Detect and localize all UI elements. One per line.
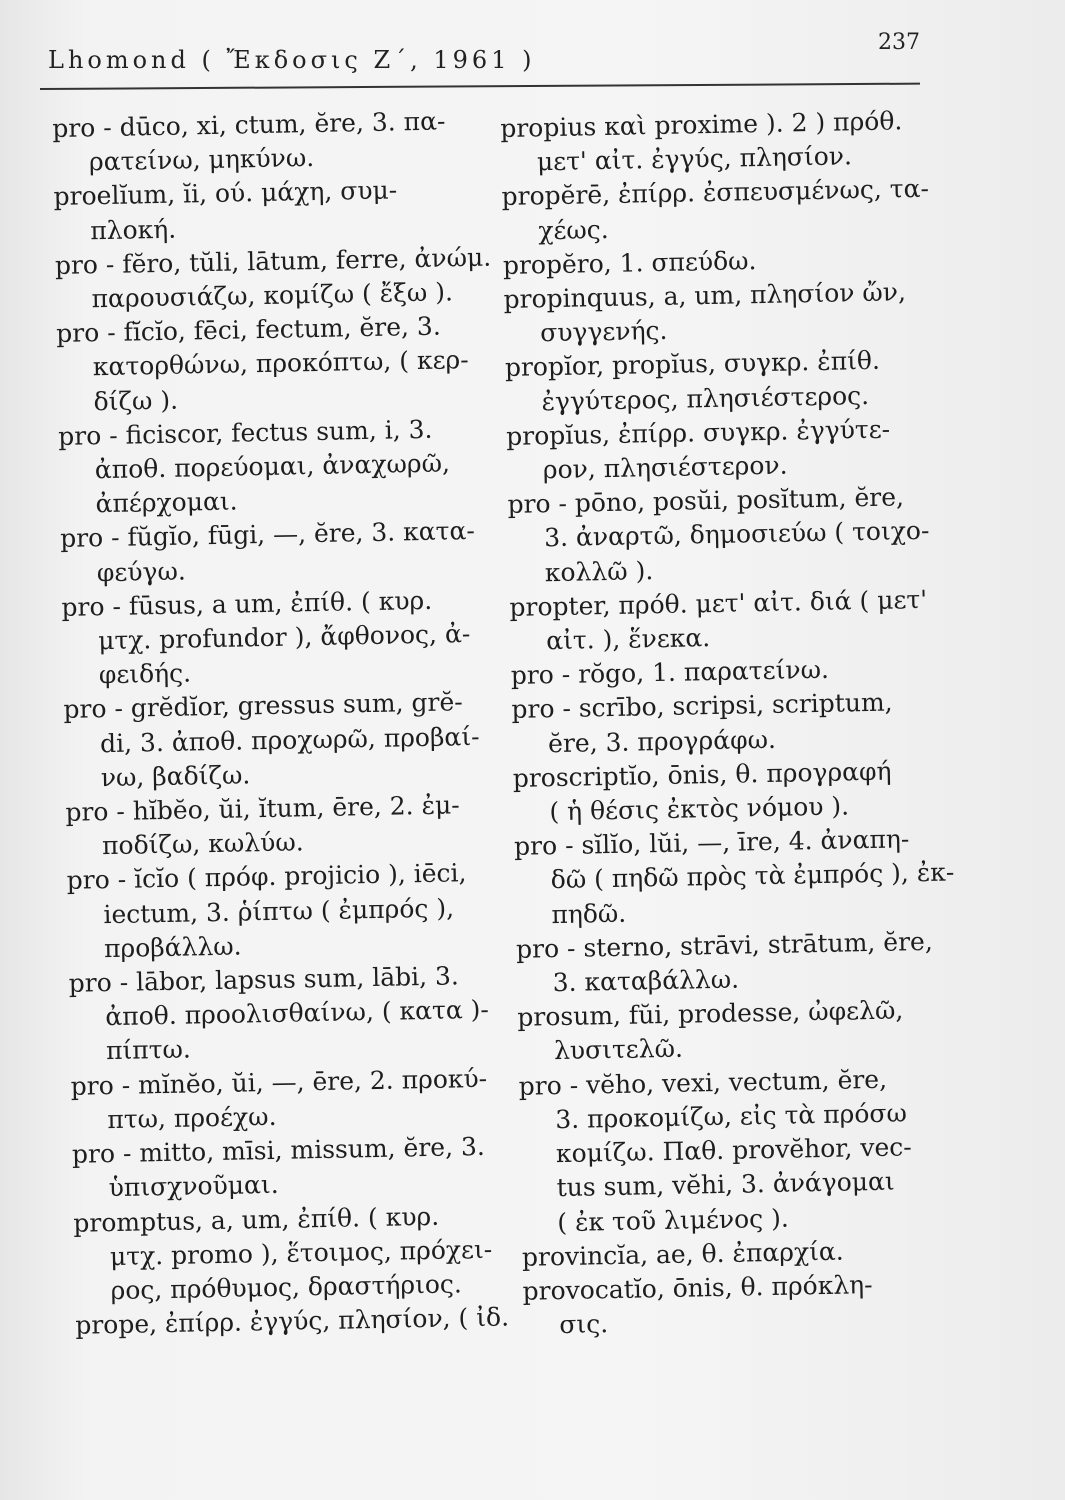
dictionary-entry: pro - ficiscor, fectus sum, i, 3. ἀποθ. πορεύομαι, ἀναχωρῶ, ἀπέρχομαι. [57, 414, 451, 519]
dictionary-entry: prosum, fŭi, prodesse, ὠφελῶ, λυσιτελῶ. [517, 995, 904, 1066]
dictionary-entry: pro - ĭcĭo ( πρόφ. projicio ), iēci, iectum, 3. ῥίπτω ( ἐμπρός ), προβάλλω. [66, 858, 467, 964]
dictionary-entry: pro - sterno, strāvi, strātum, ĕre, 3. καταβάλλω. [515, 926, 934, 998]
dictionary-entry: pro - mitto, mīsi, missum, ĕre, 3. ὑπισχνοῦμαι. [71, 1131, 486, 1203]
right-column [500, 103, 994, 1343]
page-number: 237 [878, 30, 920, 55]
running-head: Lhomond ( Ἔκδοσις Ζ΄, 1961 ) [48, 46, 536, 74]
dictionary-entry: pro - mĭnĕo, ŭi, —, ēre, 2. προκύ- πτω, προέχω. [70, 1063, 488, 1135]
dictionary-entry: pro - lābor, lapsus sum, lābi, 3. ἀποθ. προολισθαίνω, ( κατα )- πίπτω. [68, 961, 490, 1066]
dictionary-entry: proelĭum, ĭi, ού. μάχη, συμ- πλοκή. [53, 175, 398, 245]
dictionary-entry: pro - dūco, xi, ctum, ĕre, 3. πα- ρατείνω, μηκύνω. [52, 106, 446, 177]
dictionary-entry: propter, πρόθ. μετ' αἰτ. διά ( μετ' αἰτ. ), ἕνεκα. [509, 584, 928, 656]
dictionary-entry: provincĭa, ae, θ. ἐπαρχία. [521, 1236, 844, 1272]
dictionary-entry: pro - grĕdĭor, gressus sum, grĕ- di, 3. ἀποθ. προχωρῶ, προβαί- νω, βαδίζω. [63, 687, 480, 793]
dictionary-entry: pro - sĭlĭo, lŭi, —, īre, 4. ἀναπη- δῶ ( πηδῶ πρὸς τὰ ἐμπρός ), ἐκ- πηδῶ. [513, 824, 955, 929]
dictionary-entry: pro - fŭgĭo, fūgi, —, ĕre, 3. κατα- φεύγω. [59, 516, 476, 587]
dictionary-entry: propĭor, propĭus, συγκρ. ἐπίθ. ἐγγύτερος, πλησιέστερος. [504, 346, 881, 416]
dictionary-entry: propĭus, ἐπίρρ. συγκρ. ἐγγύτε- ρον, πλησιέστερον. [505, 414, 891, 485]
dictionary-entry: pro - fĭcĭo, fēci, fectum, ĕre, 3. κατορθώνω, προκόπτω, ( κερ- δίζω ). [55, 311, 469, 416]
dictionary-entry: provocatĭo, ōnis, θ. πρόκλη- σις. [522, 1269, 873, 1340]
dictionary-entry: propĕro, 1. σπεύδω. [502, 245, 757, 280]
header-rule [40, 83, 920, 90]
dictionary-entry: proscriptĭo, ōnis, θ. προγραφή ( ἡ θέσις ἐκτὸς νόμου ). [512, 756, 892, 827]
dictionary-entry: pro - scrībo, scripsi, scriptum, ĕre, 3. προγράφω. [511, 688, 893, 758]
dictionary-entry: pro - hĭbĕo, ŭi, ĭtum, ēre, 2. ἐμ- ποδίζω, κωλύω. [65, 790, 460, 861]
left-column [52, 103, 531, 1343]
dictionary-entry: pro - fĕro, tŭli, lātum, ferre, ἀνώμ. παρουσιάζω, κομίζω ( ἔξω ). [54, 242, 492, 314]
dictionary-entry: pro - vĕho, vexi, vectum, ĕre, 3. προκομίζω, εἰς τὰ πρόσω κομίζω. Παθ. provĕhor, vec- tus sum, vĕhi, 3. ἀνάγομαι ( ἐκ τοῦ λιμένος ). [518, 1064, 912, 1237]
dictionary-entry: propius καὶ proxime ). 2 ) πρόθ. μετ' αἰτ. ἐγγύς, πλησίον. [500, 106, 903, 177]
dictionary-entry: propinquus, a, um, πλησίον ὤν, συγγενής. [503, 277, 907, 348]
dictionary-entry: prope, ἐπίρρ. ἐγγύς, πλησίον, ( ἰδ. [75, 1302, 510, 1340]
dictionary-entry: pro - rŏgo, 1. παρατείνω. [510, 655, 830, 691]
page-header [40, 30, 920, 96]
dictionary-entry: pro - pōno, posŭi, posĭtum, ĕre, 3. ἀναρτῶ, δημοσιεύω ( τοιχο- κολλῶ ). [507, 482, 930, 587]
dictionary-entry: promptus, a, um, ἐπίθ. ( κυρ. μτχ. promo ), ἕτοιμος, πρόχει- ρος, πρόθυμος, δραστήριος. [73, 1201, 493, 1305]
dictionary-entry: pro - fūsus, a um, ἐπίθ. ( κυρ. μτχ. profundor ), ἄφθονος, ἀ- φειδής. [61, 585, 471, 690]
dictionary-entry: propĕrē, ἐπίρρ. ἐσπευσμένως, τα- χέως. [501, 174, 930, 245]
